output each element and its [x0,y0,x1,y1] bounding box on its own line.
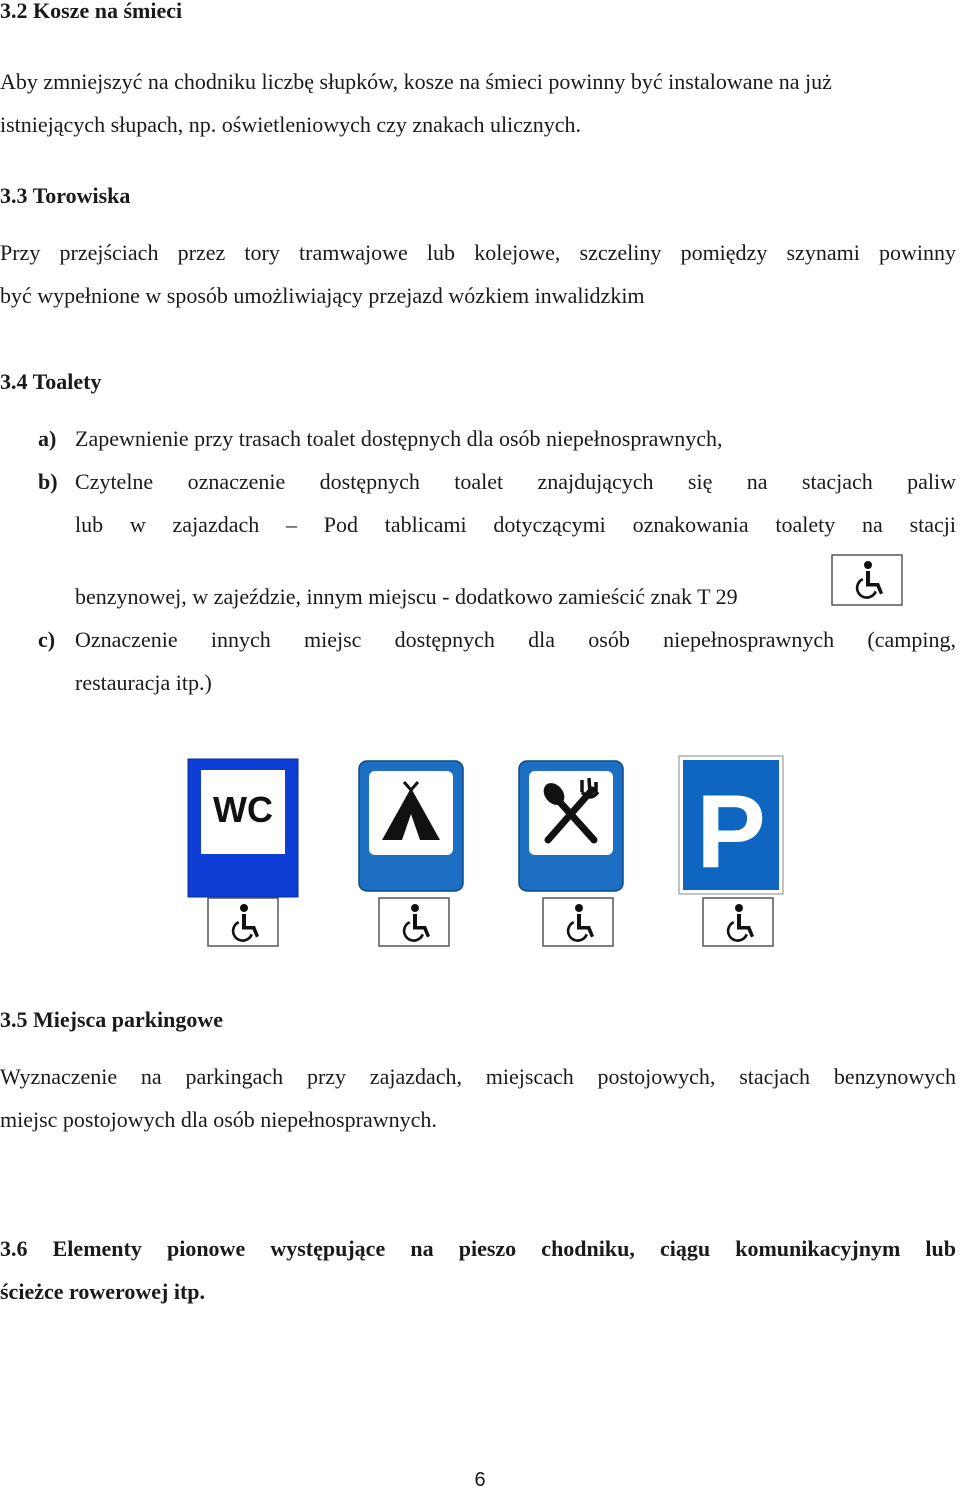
section-heading-3-2: 3.2 Kosze na śmieci [0,0,183,23]
list-item-b-line: Czytelne oznaczenie dostępnych toalet znajdujących się na stacjach paliw [75,469,956,494]
parking-sign [678,755,784,895]
list-item-c-line: restauracja itp.) [75,670,212,695]
wheelchair-icon [542,897,614,947]
list-item-a-line: Zapewnienie przy trasach toalet dostępnych dla osób niepełnosprawnych, [75,426,723,451]
wheelchair-icon [378,897,450,947]
paragraph-line: Wyznaczenie na parkingach przy zajazdach, miejscach postojowych, stacjach benzynowych [0,1064,956,1089]
paragraph-line: Aby zmniejszyć na chodniku liczbę słupków, kosze na śmieci powinny być instalowane na już [0,69,832,94]
list-label-b: b) [38,469,58,494]
wheelchair-icon [207,897,279,947]
section-heading-3-3: 3.3 Torowiska [0,183,131,208]
list-label-c: c) [38,627,56,652]
list-item-b-line: lub w zajazdach – Pod tablicami dotyczącymi oznakowania toalety na stacji [75,512,956,537]
restaurant-fork-spoon-icon [518,760,624,892]
wc-sign [187,758,299,898]
paragraph-line: miejsc postojowych dla osób niepełnosprawnych. [0,1107,437,1132]
section-heading-3-5: 3.5 Miejsca parkingowe [0,1007,224,1032]
camping-tent-icon [358,760,464,892]
list-item-b-line: benzynowej, w zajeździe, innym miejscu - dodatkowo zamieścić znak T 29 [75,584,738,609]
parking-sign-text: P [696,774,766,890]
wheelchair-icon [702,897,774,947]
page-number: 6 [474,1469,486,1491]
list-label-a: a) [38,426,57,451]
list-item-c-line: Oznaczenie innych miejsc dostępnych dla osób niepełnosprawnych (camping, [75,627,956,652]
section-heading-3-6-cont: ścieżce rowerowej itp. [0,1279,206,1304]
paragraph-line: być wypełnione w sposób umożliwiający przejazd wózkiem inwalidzkim [0,283,645,308]
section-heading-3-6: 3.6 Elementy pionowe występujące na pieszo chodniku, ciągu komunikacyjnym lub [0,1236,956,1261]
wc-sign-text: WC [213,789,273,830]
paragraph-line: istniejących słupach, np. oświetleniowych czy znakach ulicznych. [0,112,581,137]
wheelchair-t29-inline-icon [831,554,903,606]
section-heading-3-4: 3.4 Toalety [0,369,102,394]
paragraph-line: Przy przejściach przez tory tramwajowe lub kolejowe, szczeliny pomiędzy szynami powinny [0,240,956,265]
